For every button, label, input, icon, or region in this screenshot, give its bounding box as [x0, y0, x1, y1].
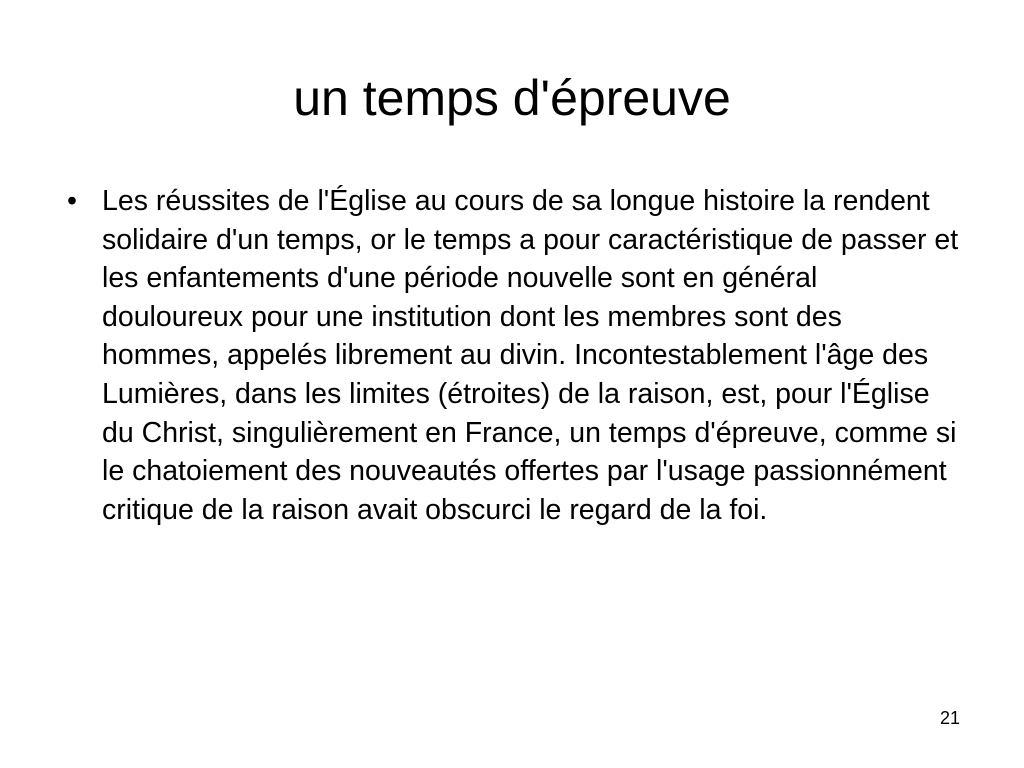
bullet-text: Les réussites de l'Église au cours de sa longue histoire la rendent solidaire d'un temps, or le temps a pour caractéristique de passer et les enfantements d'une période nouvelle sont en général douloureux pour une institution dont les membres sont des hommes, appelés librement au divin. Incontestablement l'âge des Lumières, dans les limites (étroites) de la raison, est, pour l'Église du Christ, singulièrement en France, un temps d'épreuve, comme si le chatoiement des nouveautés offertes par l'usage passionnément critique de la raison avait obscurci le regard de la foi.	[102, 185, 959, 526]
bullet-icon: •	[67, 185, 77, 217]
slide-number: 21	[939, 708, 960, 728]
bullet-list	[60, 182, 960, 529]
bullet-item	[60, 182, 960, 529]
slide-title: un temps d'épreuve	[293, 70, 731, 126]
